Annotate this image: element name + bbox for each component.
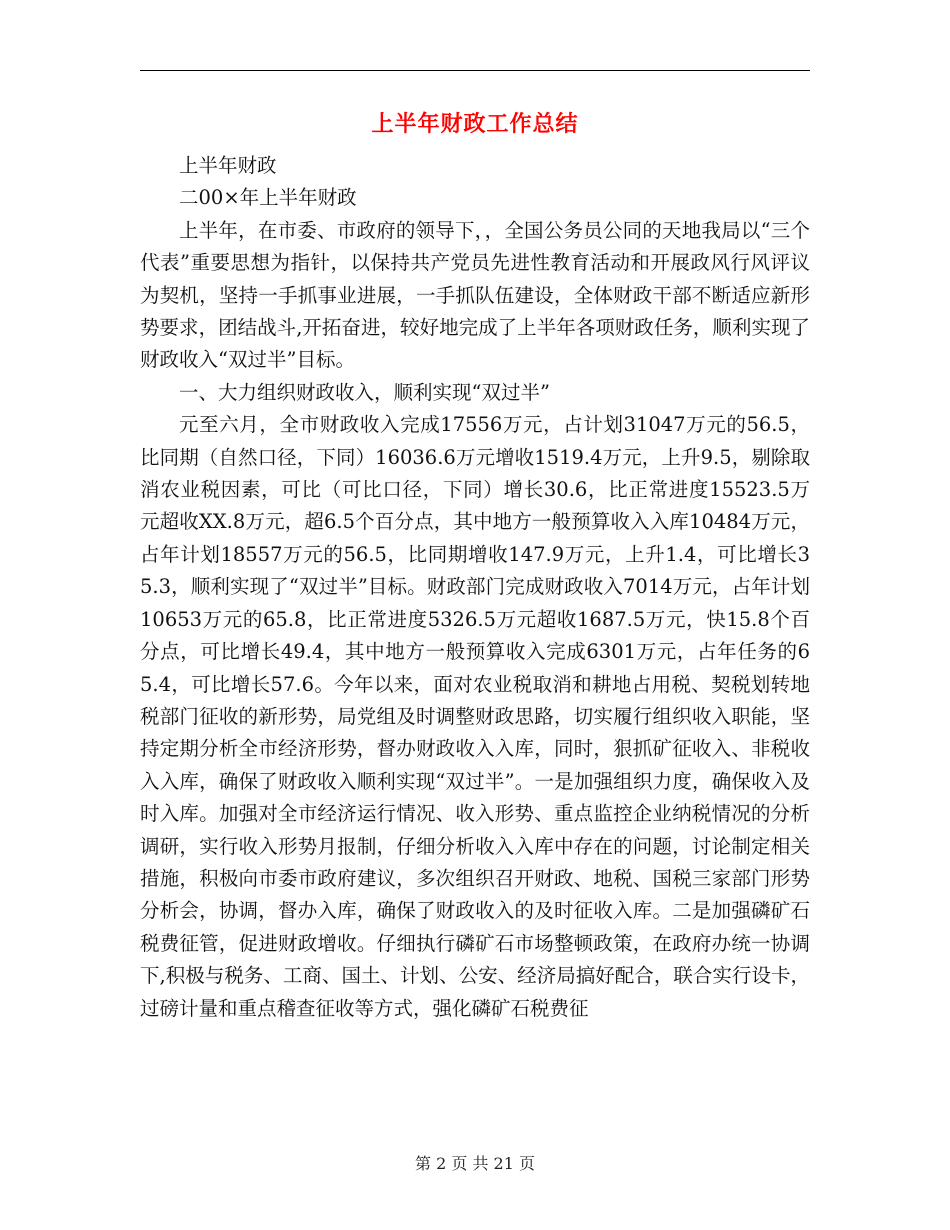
header-rule [140,70,810,71]
document-body [140,150,810,1025]
page-number: 第 2 页 共 21 页 [415,1154,535,1173]
section-heading-1: 一、大力组织财政收入，顺利实现“双过半” [179,380,550,404]
document-title: 上半年财政工作总结 [371,112,579,137]
paragraph-intro: 上半年，在市委、市政府的领导下，，全国公务员公同的天地我局以“三个代表”重要思想为指针，以保持共产党员先进性教育活动和开展政风行风评议为契机，坚持一手抓事业进展，一手抓队伍建设，全体财政干部不断适应新形势要求，团结战斗,开拓奋进，较好地完成了上半年各项财政任务，顺利实现了财政收入“双过半”目标。 [140,218,810,372]
paragraph-heading-1: 上半年财政 [179,154,277,177]
paragraph-revenue: 元至六月，全市财政收入完成17556万元，占计划31047万元的56.5，比同期（自然口径，下同）16036.6万元增收1519.4万元，上升9.5，剔除取消农业税因素，可比（可比口径，下同）增长30.6，比正常进度15523.5万元超收XX.8万元，超6.5个百分点，其中地方一般预算收入入库10484万元，占年计划18557万元的56.5，比同期增收147.9万元，上升1.4，可比增长35.3，顺利实现了“双过半”目标。财政部门完成财政收入7014万元，占年计划10653万元的65.8，比正常进度5326.5万元超收1687.5万元，快15.8个百分点，可比增长49.4，其中地方一般预算收入完成6301万元，占年任务的65.4，可比增长57.6。今年以来，面对农业税取消和耕地占用税、契税划转地税部门征收的新形势，局党组及时调整财政思路，切实履行组织收入职能，坚持定期分析全市经济形势，督办财政收入入库，同时，狠抓矿征收入、非税收入入库，确保了财政收入顺利实现“双过半”。一是加强组织力度，确保收入及时入库。加强对全市经济运行情况、收入形势、重点监控企业纳税情况的分析调研，实行收入形势月报制，仔细分析收入入库中存在的问题，讨论制定相关措施，积极向市委市政府建议，多次组织召开财政、地税、国税三家部门形势分析会，协调，督办入库，确保了财政收入的及时征收入库。二是加强磷矿石税费征管，促进财政增收。仔细执行磷矿石市场整顿政策，在政府办统一协调下,积极与税务、工商、国土、计划、公安、经济局搞好配合，联合实行设卡，过磅计量和重点稽查征收等方式，强化磷矿石税费征 [140,413,810,1020]
paragraph-heading-2: 二00×年上半年财政 [179,186,357,210]
